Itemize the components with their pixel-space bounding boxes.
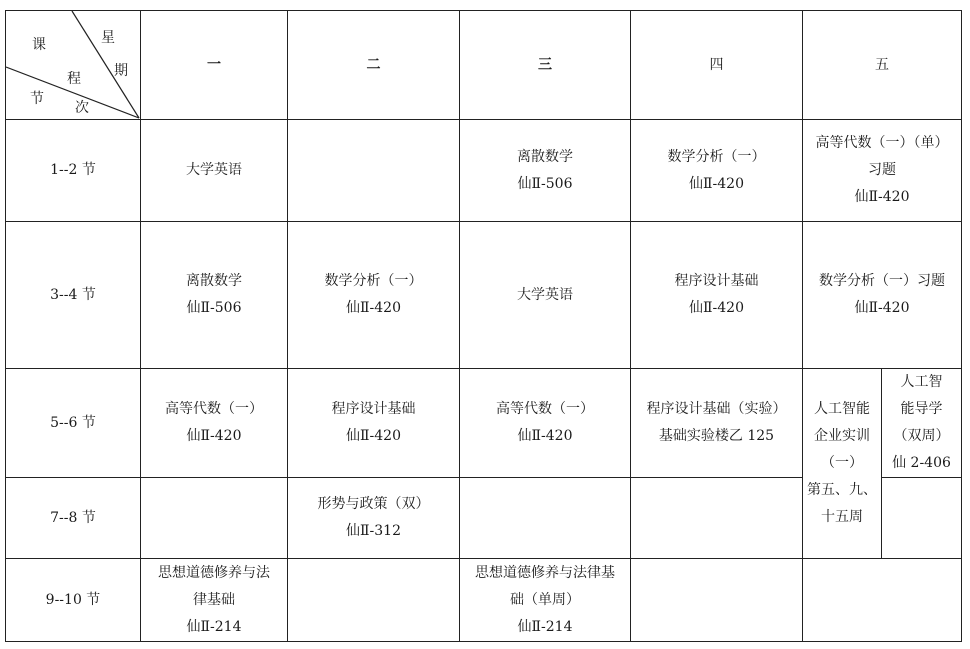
- course-cell: [141, 222, 288, 369]
- day-header-fri: 五: [803, 11, 962, 120]
- course-room: 仙Ⅱ-420: [689, 300, 744, 316]
- course-room: 仙Ⅱ-420: [346, 428, 401, 444]
- course-name: 高等代数（一）（单）: [815, 135, 949, 151]
- course-cell: [803, 222, 962, 369]
- course-name: 程序设计基础（实验）: [646, 401, 787, 417]
- course-name: 数学分析（一）习题: [819, 273, 945, 289]
- course-cell: [803, 120, 962, 222]
- day-header-tue: 二: [288, 11, 460, 120]
- corner-char-qi: 期: [114, 63, 128, 79]
- day-header-mon: 一: [141, 11, 288, 120]
- corner-char-ci: 次: [75, 100, 89, 116]
- course-cell: [631, 222, 803, 369]
- course-cell: [460, 559, 631, 642]
- course-name: 思想道德修养与法律基: [475, 564, 615, 581]
- course-room: 仙Ⅱ-420: [517, 428, 573, 444]
- empty-cell: [631, 559, 803, 642]
- empty-cell: [882, 478, 962, 559]
- course-cell: [460, 120, 631, 222]
- course-name: 高等代数（一）: [496, 401, 594, 417]
- course-cell: [288, 369, 460, 478]
- course-cell: [882, 369, 962, 478]
- course-name: 企业实训: [814, 428, 870, 444]
- corner-char-ke: 课: [32, 37, 46, 53]
- course-name: 思想道德修养与法: [158, 564, 270, 581]
- course-weeks: 础（单周）: [510, 591, 580, 608]
- course-name: 程序设计基础: [331, 401, 416, 417]
- course-name: 大学英语: [517, 286, 573, 303]
- course-room: 仙Ⅱ-420: [186, 428, 242, 444]
- course-name: 人工智: [900, 374, 943, 390]
- course-room: 仙Ⅱ-506: [517, 175, 573, 192]
- course-cell: [141, 120, 288, 222]
- course-cell: [288, 478, 460, 559]
- course-name: 人工智能: [814, 401, 870, 417]
- course-cell: [141, 369, 288, 478]
- course-weeks: （双周）: [893, 428, 950, 444]
- course-cell: [631, 120, 803, 222]
- course-cell: [460, 222, 631, 369]
- course-weeks: 第五、九、: [807, 482, 877, 498]
- empty-cell: [288, 559, 460, 642]
- day-header-wed: 三: [460, 11, 631, 120]
- corner-char-jie: 节: [30, 91, 44, 107]
- course-room: 仙Ⅱ-312: [346, 523, 401, 539]
- course-room: 仙Ⅱ-420: [854, 300, 910, 316]
- corner-char-xing: 星: [101, 30, 115, 46]
- course-name: 数学分析（一）: [324, 273, 423, 289]
- course-name: 律基础: [193, 591, 235, 608]
- empty-cell: [460, 478, 631, 559]
- period-label: 1--2 节: [6, 120, 141, 222]
- course-room: 仙Ⅱ-214: [186, 618, 242, 635]
- empty-cell: [288, 120, 460, 222]
- course-room: 仙Ⅱ-420: [689, 175, 744, 192]
- empty-cell: [141, 478, 288, 559]
- course-room: 基础实验楼乙 125: [658, 428, 775, 444]
- corner-char-cheng: 程: [67, 71, 81, 87]
- course-weeks: 十五周: [821, 509, 863, 525]
- course-name: 大学英语: [186, 162, 242, 178]
- course-cell: [631, 369, 803, 478]
- course-room: 仙Ⅱ-420: [854, 189, 910, 205]
- course-name: 形势与政策（双）: [317, 496, 430, 512]
- course-room: 仙Ⅱ-506: [186, 300, 242, 316]
- course-cell: [460, 369, 631, 478]
- day-header-thu: 四: [631, 11, 803, 120]
- course-cell: [288, 222, 460, 369]
- corner-header: [6, 11, 141, 120]
- empty-cell: [631, 478, 803, 559]
- empty-cell: [803, 559, 962, 642]
- course-room: 仙 2-406: [892, 455, 951, 471]
- course-name: （一）: [821, 455, 863, 471]
- period-label: 7--8 节: [6, 478, 141, 559]
- course-room: 仙Ⅱ-420: [346, 300, 401, 316]
- course-name: 高等代数（一）: [165, 401, 263, 417]
- course-name: 离散数学: [517, 148, 573, 165]
- period-label: 5--6 节: [6, 369, 141, 478]
- course-name: 数学分析（一）: [667, 148, 766, 165]
- course-cell: [803, 369, 882, 559]
- course-cell: [141, 559, 288, 642]
- course-name: 离散数学: [186, 273, 242, 289]
- period-label: 3--4 节: [6, 222, 141, 369]
- timetable: [5, 10, 962, 642]
- course-name: 程序设计基础: [674, 273, 759, 289]
- course-room: 仙Ⅱ-214: [517, 618, 573, 635]
- period-label: 9--10 节: [6, 559, 141, 642]
- course-note: 习题: [868, 162, 896, 178]
- course-name: 能导学: [900, 401, 943, 417]
